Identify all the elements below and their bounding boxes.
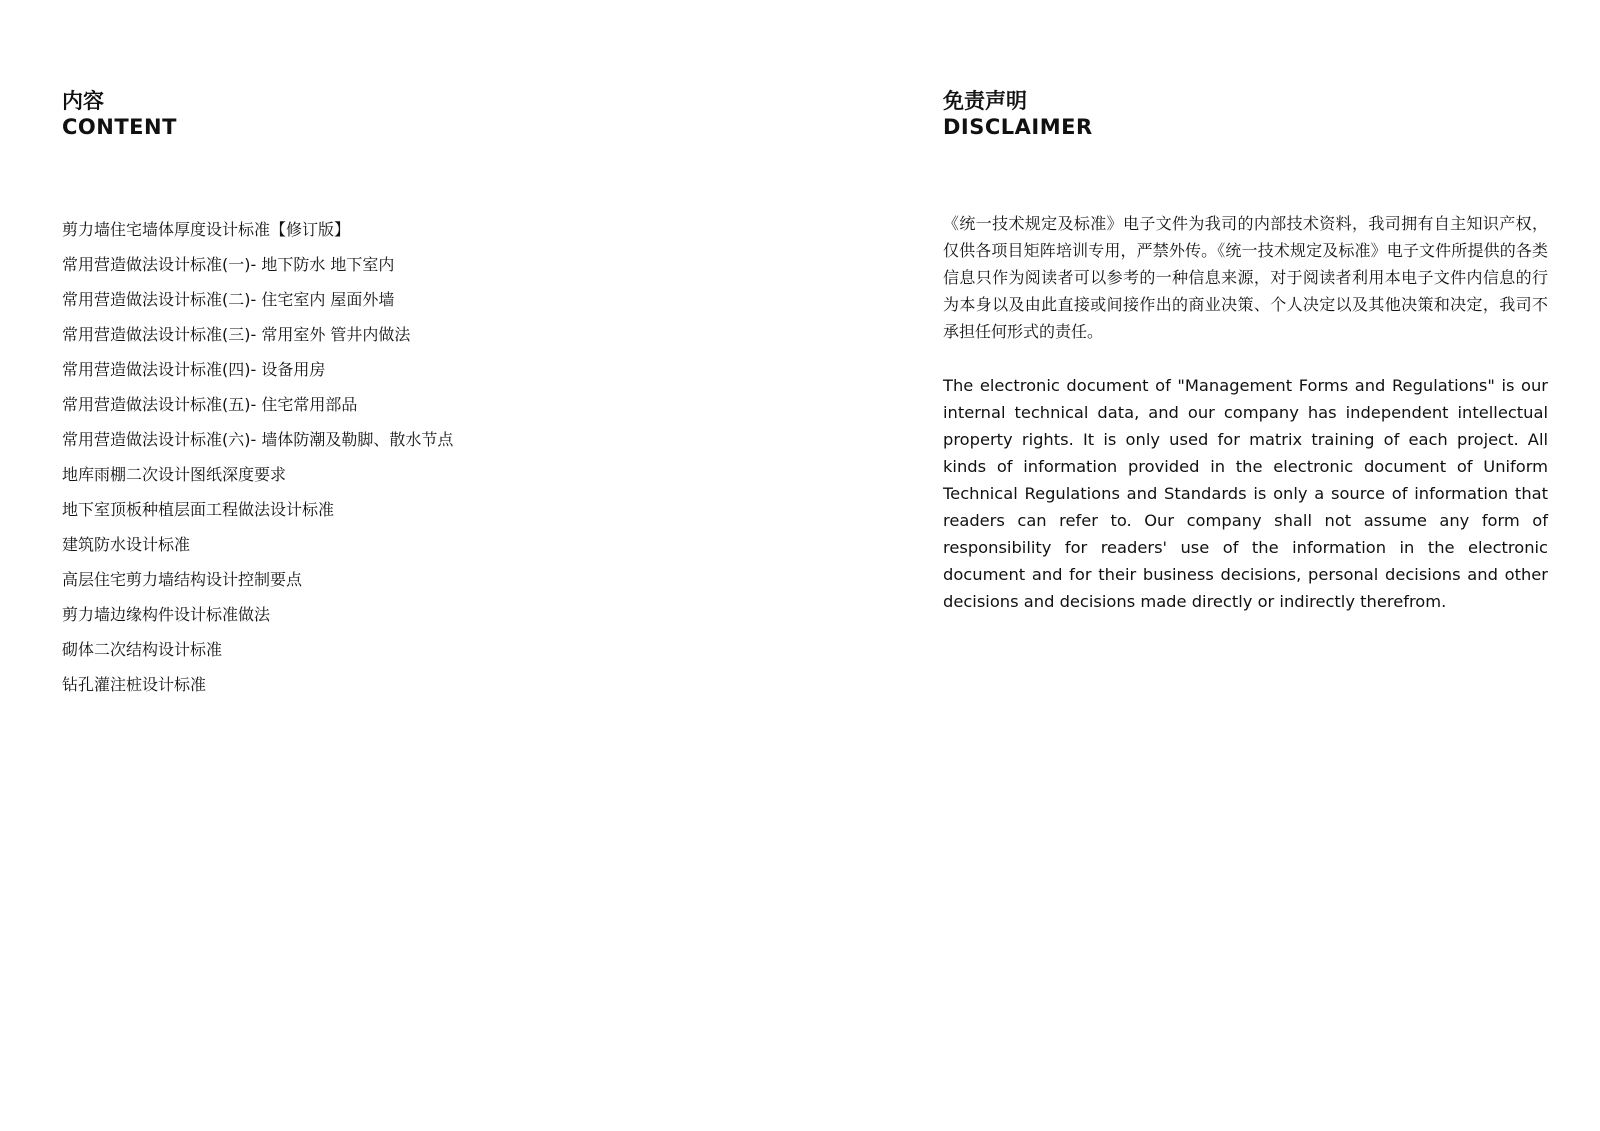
content-section: [62, 88, 762, 694]
toc-item[interactable]: 常用营造做法设计标准(三)- 常用室外 管井内做法: [62, 325, 411, 344]
toc-item[interactable]: 剪力墙边缘构件设计标准做法: [62, 605, 271, 624]
toc-item[interactable]: 地库雨棚二次设计图纸深度要求: [62, 465, 287, 484]
toc-item[interactable]: 建筑防水设计标准: [62, 535, 191, 554]
toc-item[interactable]: 常用营造做法设计标准(一)- 地下防水 地下室内: [62, 255, 395, 274]
toc-item[interactable]: 常用营造做法设计标准(六)- 墙体防潮及勒脚、散水节点: [62, 430, 454, 449]
disclaimer-title-en: DISCLAIMER: [943, 115, 1093, 139]
toc-item[interactable]: 高层住宅剪力墙结构设计控制要点: [62, 570, 303, 589]
toc-item[interactable]: 常用营造做法设计标准(二)- 住宅室内 屋面外墙: [62, 290, 395, 309]
disclaimer-section: [943, 88, 1548, 611]
toc-item[interactable]: 常用营造做法设计标准(四)- 设备用房: [62, 360, 326, 379]
toc-item[interactable]: 钻孔灌注桩设计标准: [62, 675, 207, 694]
toc-item[interactable]: 砌体二次结构设计标准: [62, 640, 223, 659]
disclaimer-text-cn: 《统一技术规定及标准》电子文件为我司的内部技术资料，我司拥有自主知识产权，仅供各项目矩阵培训专用，严禁外传。《统一技术规定及标准》电子文件所提供的各类信息只作为阅读者可以参考的一种信息来源，对于阅读者利用本电子文件内信息的行为本身以及由此直接或间接作出的商业决策、个人决定以及其他决策和决定，我司不承担任何形式的责任。: [943, 214, 1548, 341]
toc-item[interactable]: 常用营造做法设计标准(五)- 住宅常用部品: [62, 395, 358, 414]
disclaimer-text-en: The electronic document of "Management Forms and Regulations" is our internal technical data, and our company has independent intellectual property rights. It is only used for matrix training of each project. All kinds of information provided in the electronic document of Uniform Technical Regulations and Standards is only a source of information that readers can refer to. Our company shall not assume any form of responsibility for readers' use of the information in the electronic document and for their business decisions, personal decisions and other decisions and decisions made directly or indirectly therefrom.: [943, 376, 1548, 611]
toc-item[interactable]: 地下室顶板种植层面工程做法设计标准: [62, 500, 335, 519]
toc-item[interactable]: 剪力墙住宅墙体厚度设计标准【修订版】: [62, 220, 351, 239]
table-of-contents: [62, 212, 453, 702]
disclaimer-title-cn: 免责声明: [943, 89, 1027, 113]
content-title-cn: 内容: [62, 89, 104, 113]
content-title-en: CONTENT: [62, 115, 177, 139]
